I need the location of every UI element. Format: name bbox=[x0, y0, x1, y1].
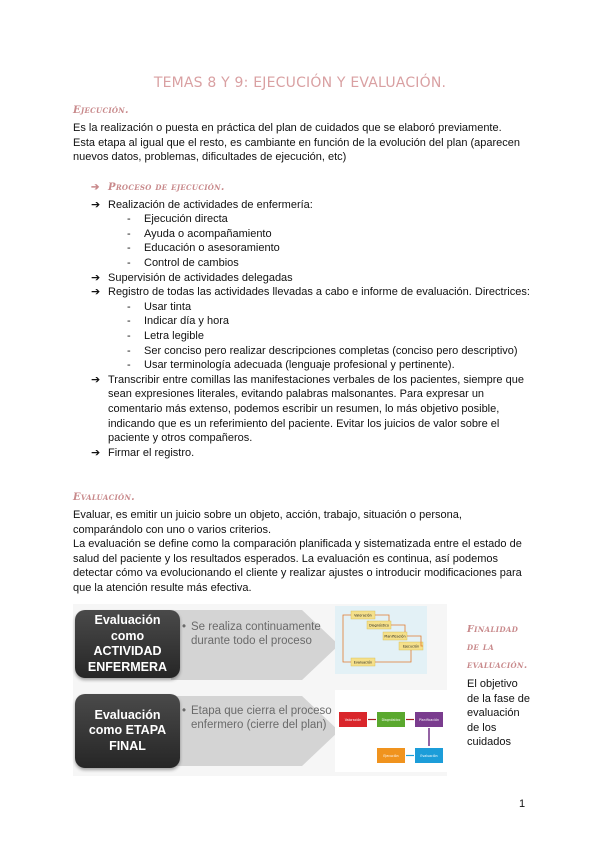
box-label-line: como bbox=[110, 628, 145, 643]
bullet-item bbox=[91, 446, 531, 461]
section-heading-ejecucion: Ejecución. bbox=[73, 105, 129, 116]
finalidad-text: El objetivo de la fase de evaluación de los cuidados bbox=[467, 678, 530, 748]
proceso-heading-label: Proceso de ejecución. bbox=[108, 182, 225, 193]
cycle-step-label: Valoración bbox=[354, 613, 372, 618]
flow-diagram bbox=[335, 690, 447, 772]
bullet-text: Supervisión de actividades delegadas bbox=[108, 271, 293, 284]
sub-item bbox=[91, 227, 531, 242]
ejecucion-paragraph bbox=[73, 121, 533, 165]
actividad-box-label bbox=[88, 613, 167, 675]
figure-row-etapa bbox=[73, 690, 447, 772]
evaluation-figure bbox=[73, 604, 447, 776]
cycle-step-label: Evaluación bbox=[353, 660, 373, 665]
dash-marker: - bbox=[127, 256, 131, 269]
flow-step-label: Valoración bbox=[344, 717, 362, 722]
flow-step-label: Planificación bbox=[419, 717, 439, 722]
dash-marker: - bbox=[127, 329, 131, 342]
sub-item bbox=[91, 358, 531, 373]
page-number: 1 bbox=[519, 798, 526, 810]
dash-marker: - bbox=[127, 315, 131, 328]
evaluacion-paragraph-2: La evaluación se define como la comparación planificada y sistematizada entre el estado de salud del paciente y los resultados esperados. La evaluación es continua, así podemos detectar cómo va evolucionando el cliente y realizar ajustes o introducir modificaciones para que la atención resulte más efectiva. bbox=[73, 538, 522, 594]
finalidad-heading-line: Finalidad bbox=[467, 624, 519, 635]
box-label-line: Evaluación bbox=[94, 707, 161, 722]
sub-item-text: Control de cambios bbox=[144, 256, 239, 269]
sub-item bbox=[91, 300, 531, 315]
figure-row-actividad bbox=[73, 606, 447, 684]
bullet-item bbox=[91, 198, 531, 213]
sub-item bbox=[91, 329, 531, 344]
page-title: TEMAS 8 Y 9: EJECUCIÓN Y EVALUACIÓN. bbox=[153, 75, 447, 91]
actividad-box bbox=[75, 610, 180, 678]
actividad-text: Se realiza continuamente durante todo el proceso bbox=[191, 621, 321, 647]
bullet-dot-icon: • bbox=[182, 705, 187, 717]
box-label-line: como ETAPA bbox=[88, 723, 167, 738]
evaluacion-paragraph-1: Evaluar, es emitir un juicio sobre un objeto, acción, trabajo, situación o persona, comparándolo con uno o varios criterios. bbox=[73, 509, 462, 536]
cycle-step-label: Planificación bbox=[384, 634, 406, 639]
cycle-step-label: Diagnóstico bbox=[369, 623, 389, 628]
bullet-item bbox=[91, 373, 531, 446]
flow-step-label: Diagnóstico bbox=[381, 717, 401, 722]
etapa-box bbox=[75, 694, 180, 768]
section-heading-evaluacion: Evaluación. bbox=[73, 492, 135, 503]
sub-item bbox=[91, 314, 531, 329]
finalidad-heading-line: de la bbox=[467, 642, 495, 653]
sub-item bbox=[91, 344, 531, 359]
arrow-icon: ➔ bbox=[91, 373, 101, 386]
etapa-description bbox=[182, 704, 336, 732]
flow-step-label: Evaluación bbox=[420, 753, 438, 758]
dash-marker: - bbox=[127, 344, 131, 357]
cycle-background bbox=[335, 606, 427, 674]
bullet-item bbox=[91, 271, 531, 286]
bullet-item bbox=[91, 285, 531, 300]
dash-marker: - bbox=[127, 213, 131, 226]
dash-marker: - bbox=[127, 359, 131, 372]
bullet-text: Transcribir entre comillas las manifestaciones verbales de los pacientes, siempre que sean expresiones literales, evitando palabras malsonantes. Para expresar un comentario más extenso, podemos escribir un resumen, lo más objetivo posible, indicando que es un referimiento del paciente. Evitar los juicios de valor sobre el paciente y otros compañeros. bbox=[108, 373, 524, 445]
sub-item-text: Ejecución directa bbox=[144, 213, 228, 226]
finalidad-heading bbox=[467, 621, 537, 675]
sub-item-text: Ayuda o acompañamiento bbox=[144, 227, 272, 240]
bullet-dot-icon: • bbox=[182, 621, 187, 633]
etapa-box-label bbox=[89, 708, 166, 755]
arrow-icon: ➔ bbox=[91, 446, 101, 459]
finalidad-heading-line: evaluación. bbox=[467, 660, 528, 671]
cycle-diagram bbox=[335, 606, 427, 674]
flow-step-label: Ejecución bbox=[383, 753, 399, 758]
box-label-line: Evaluación bbox=[94, 613, 161, 627]
bullet-text: Registro de todas las actividades llevadas a cabo e informe de evaluación. Directrices: bbox=[108, 286, 530, 299]
arrow-icon: ➔ bbox=[91, 182, 100, 193]
proceso-heading bbox=[91, 181, 531, 196]
evaluacion-paragraph bbox=[73, 508, 533, 596]
box-label-line: FINAL bbox=[109, 738, 146, 753]
ejecucion-paragraph-2: Esta etapa al igual que el resto, es cambiante en función de la evolución del plan (aparecen nuevos datos, problemas, dificultades de ejecución, etc) bbox=[73, 136, 521, 164]
dash-marker: - bbox=[127, 242, 131, 255]
proceso-list bbox=[91, 181, 531, 460]
arrow-icon: ➔ bbox=[91, 286, 101, 299]
cycle-step-label: Ejecución bbox=[402, 644, 420, 649]
arrow-icon: ➔ bbox=[91, 198, 101, 211]
box-label-line: ENFERMERA bbox=[87, 659, 168, 674]
box-label-line: ACTIVIDAD bbox=[93, 644, 162, 658]
sub-item bbox=[91, 256, 531, 271]
bullet-text: Firmar el registro. bbox=[108, 446, 195, 459]
arrow-icon: ➔ bbox=[91, 271, 101, 284]
sub-item-text: Indicar día y hora bbox=[144, 315, 229, 328]
sub-item-text: Usar tinta bbox=[144, 300, 192, 313]
bullet-text: Realización de actividades de enfermería: bbox=[108, 198, 313, 211]
ejecucion-paragraph-1: Es la realización o puesta en práctica del plan de cuidados que se elaboró previamente. bbox=[73, 122, 502, 134]
sub-item-text: Educación o asesoramiento bbox=[144, 242, 280, 255]
dash-marker: - bbox=[127, 300, 131, 313]
sub-item-text: Ser conciso pero realizar descripciones completas (conciso pero descriptivo) bbox=[144, 344, 518, 357]
sub-item bbox=[91, 212, 531, 227]
dash-marker: - bbox=[127, 227, 131, 240]
sub-item bbox=[91, 241, 531, 256]
sub-item-text: Letra legible bbox=[144, 329, 204, 342]
bullet-list bbox=[91, 198, 531, 461]
etapa-text: Etapa que cierra el proceso enfermero (cierre del plan) bbox=[191, 705, 332, 731]
sub-item-text: Usar terminología adecuada (lenguaje profesional y pertinente). bbox=[144, 359, 455, 372]
actividad-description bbox=[182, 620, 336, 648]
